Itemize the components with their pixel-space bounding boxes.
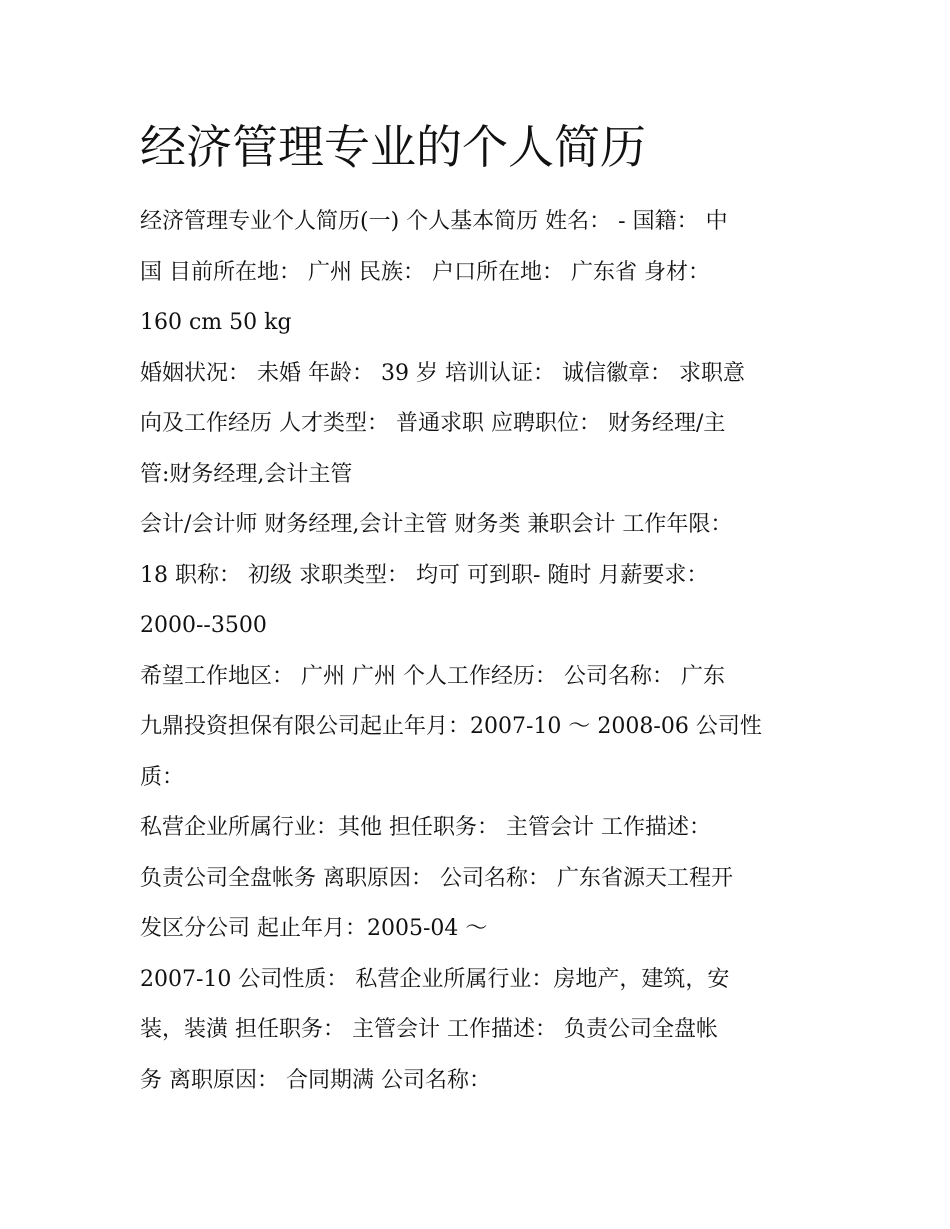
document-body (140, 197, 820, 1106)
body-line: 经济管理专业个人简历(一) 个人基本简历 姓名： - 国籍： 中 (140, 209, 728, 234)
body-line: 务 离职原因： 合同期满 公司名称： (140, 1067, 491, 1093)
body-line: 2007-10 公司性质： 私营企业所属行业：房地产，建筑，安 (140, 966, 730, 992)
body-line: 装，装潢 担任职务： 主管会计 工作描述： 负责公司全盘帐 (140, 1017, 718, 1042)
body-line: 160 cm 50 kg (140, 310, 292, 335)
body-line: 婚姻状况： 未婚 年龄： 39 岁 培训认证： 诚信徽章： 求职意 (140, 360, 745, 386)
body-line: 向及工作经历 人才类型： 普通求职 应聘职位： 财务经理/主 (140, 411, 726, 436)
body-line: 负责公司全盘帐务 离职原因： 公司名称： 广东省源天工程开 (140, 865, 733, 891)
body-line: 2000--3500 (140, 613, 267, 638)
body-line: 发区分公司 起止年月：2005-04 ～ (140, 916, 488, 941)
body-line: 18 职称： 初级 求职类型： 均可 可到职- 随时 月薪要求： (140, 562, 709, 588)
body-line: 国 目前所在地： 广州 民族： 户口所在地： 广东省 身材： (140, 259, 710, 285)
body-line: 私营企业所属行业：其他 担任职务： 主管会计 工作描述： (140, 815, 711, 840)
body-line: 管:财务经理,会计主管 (140, 461, 353, 487)
body-line: 会计/会计师 财务经理,会计主管 财务类 兼职会计 工作年限： (140, 512, 733, 537)
body-line: 希望工作地区： 广州 广州 个人工作经历： 公司名称： 广东 (140, 663, 725, 689)
document-title: 经济管理专业的个人简历 (140, 120, 646, 174)
body-line: 质： (140, 764, 185, 790)
body-line: 九鼎投资担保有限公司起止年月：2007-10 ～ 2008-06 公司性 (140, 714, 762, 739)
